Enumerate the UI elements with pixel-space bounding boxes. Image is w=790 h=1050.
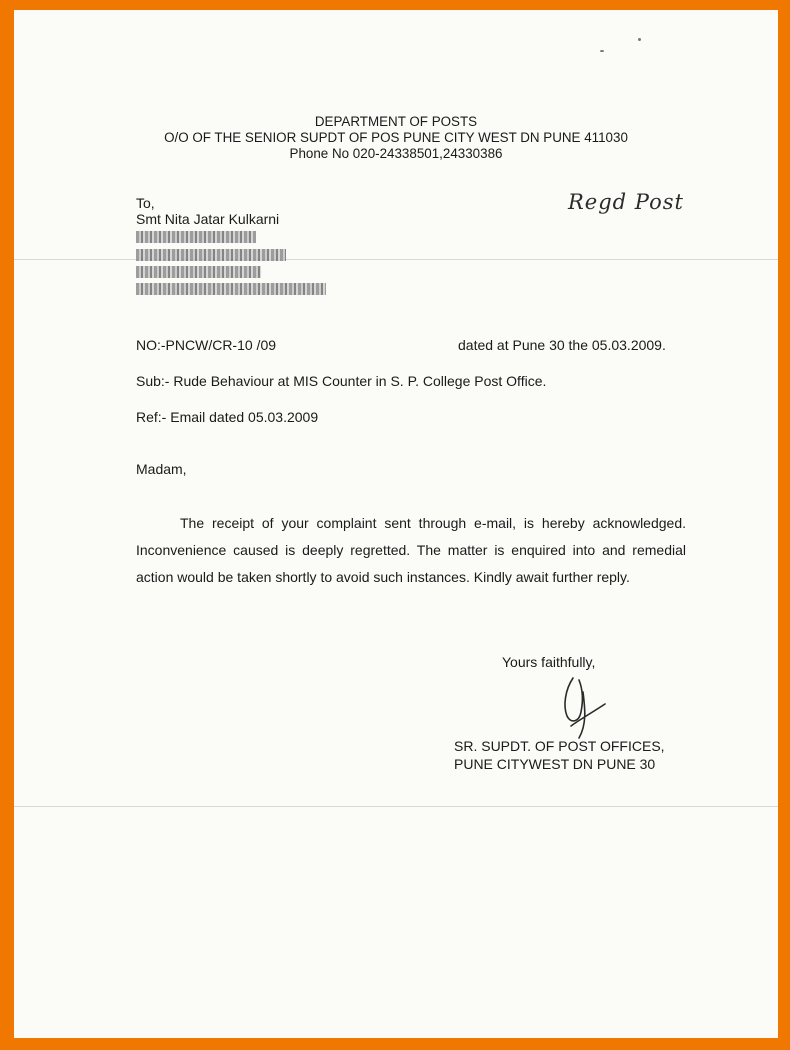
signature-mark: [549, 672, 619, 742]
signatory-block: [454, 737, 665, 773]
signatory-office: PUNE CITYWEST DN PUNE 30: [454, 756, 656, 772]
regd-post-note: Regd Post: [568, 190, 684, 214]
letterhead: [14, 114, 778, 162]
scan-speck: [638, 38, 641, 41]
reference-line: Ref:- Email dated 05.03.2009: [136, 409, 319, 425]
recipient-name: Smt Nita Jatar Kulkarni: [136, 211, 280, 227]
address-to: To,: [136, 195, 155, 211]
salutation: Madam,: [136, 461, 187, 477]
valediction: Yours faithfully,: [502, 654, 596, 670]
body-paragraph: The receipt of your complaint sent through e-mail, is hereby acknowledged. Inconvenience caused is deeply regretted. The matter is enquired into and remedial action would be taken shortly to avoid such instances. Kindly await further reply.: [136, 515, 686, 585]
scan-speck: [600, 50, 604, 52]
redacted-address-line: [136, 283, 326, 295]
reference-number: NO:-PNCW/CR-10 /09: [136, 337, 277, 353]
letter-page: [14, 10, 778, 1038]
redacted-address-line: [136, 249, 286, 261]
fold-line-top: [14, 259, 778, 260]
letterhead-department: DEPARTMENT OF POSTS: [314, 114, 478, 129]
subject-line: Sub:- Rude Behaviour at MIS Counter in S. P. College Post Office.: [136, 373, 547, 389]
redacted-address-line: [136, 266, 261, 278]
fold-line-bottom: [14, 806, 778, 807]
letterhead-office: O/O OF THE SENIOR SUPDT OF POS PUNE CITY WEST DN PUNE 411030: [164, 130, 628, 145]
redacted-address-line: [136, 231, 256, 243]
letter-date: dated at Pune 30 the 05.03.2009.: [458, 337, 666, 353]
signatory-designation: SR. SUPDT. OF POST OFFICES,: [454, 738, 665, 754]
letter-body: [136, 510, 686, 591]
letterhead-phone: Phone No 020-24338501,24330386: [289, 146, 503, 161]
